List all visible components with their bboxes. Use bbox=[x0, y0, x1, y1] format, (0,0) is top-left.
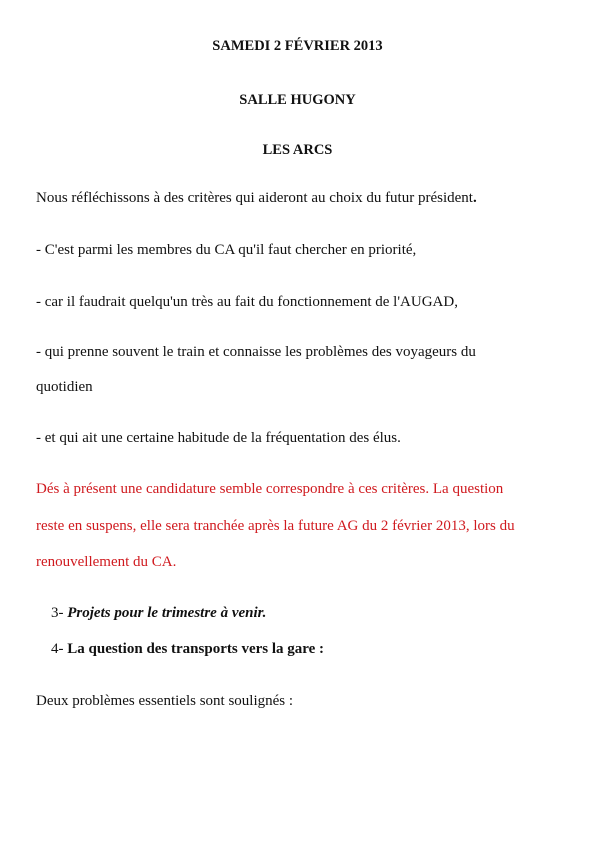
meeting-date: SAMEDI 2 FÉVRIER 2013 bbox=[212, 38, 383, 54]
agenda-item-4 bbox=[51, 640, 324, 658]
agenda-item-3-title: Projets pour le trimestre à venir. bbox=[67, 605, 267, 621]
criterion-3-continued: quotidien bbox=[36, 379, 93, 395]
candidate-note-line-1: Dés à présent une candidature semble correspondre à ces critères. La question bbox=[36, 481, 504, 497]
intro-text: Nous réfléchissons à des critères qui aideront au choix du futur président bbox=[36, 190, 473, 206]
meeting-town: LES ARCS bbox=[262, 142, 333, 158]
intro-period: . bbox=[472, 190, 477, 206]
criterion-1: - C'est parmi les membres du CA qu'il faut chercher en priorité, bbox=[36, 242, 417, 258]
agenda-item-4-title: La question des transports vers la gare : bbox=[67, 641, 325, 657]
criterion-2: - car il faudrait quelqu'un très au fait du fonctionnement de l'AUGAD, bbox=[36, 294, 458, 310]
candidate-note-line-3: renouvellement du CA. bbox=[36, 554, 177, 570]
intro-paragraph bbox=[36, 189, 566, 207]
closing-paragraph: Deux problèmes essentiels sont soulignés : bbox=[36, 693, 294, 709]
meeting-venue: SALLE HUGONY bbox=[239, 92, 356, 108]
agenda-item-3 bbox=[51, 604, 266, 622]
criterion-3: - qui prenne souvent le train et connaisse les problèmes des voyageurs du bbox=[36, 344, 476, 360]
criterion-4: - et qui ait une certaine habitude de la fréquentation des élus. bbox=[36, 430, 401, 446]
agenda-item-3-number: 3- bbox=[51, 605, 64, 621]
agenda-item-4-number: 4- bbox=[51, 641, 64, 657]
candidate-note-line-2: reste en suspens, elle sera tranchée après la future AG du 2 février 2013, lors du bbox=[36, 518, 515, 534]
